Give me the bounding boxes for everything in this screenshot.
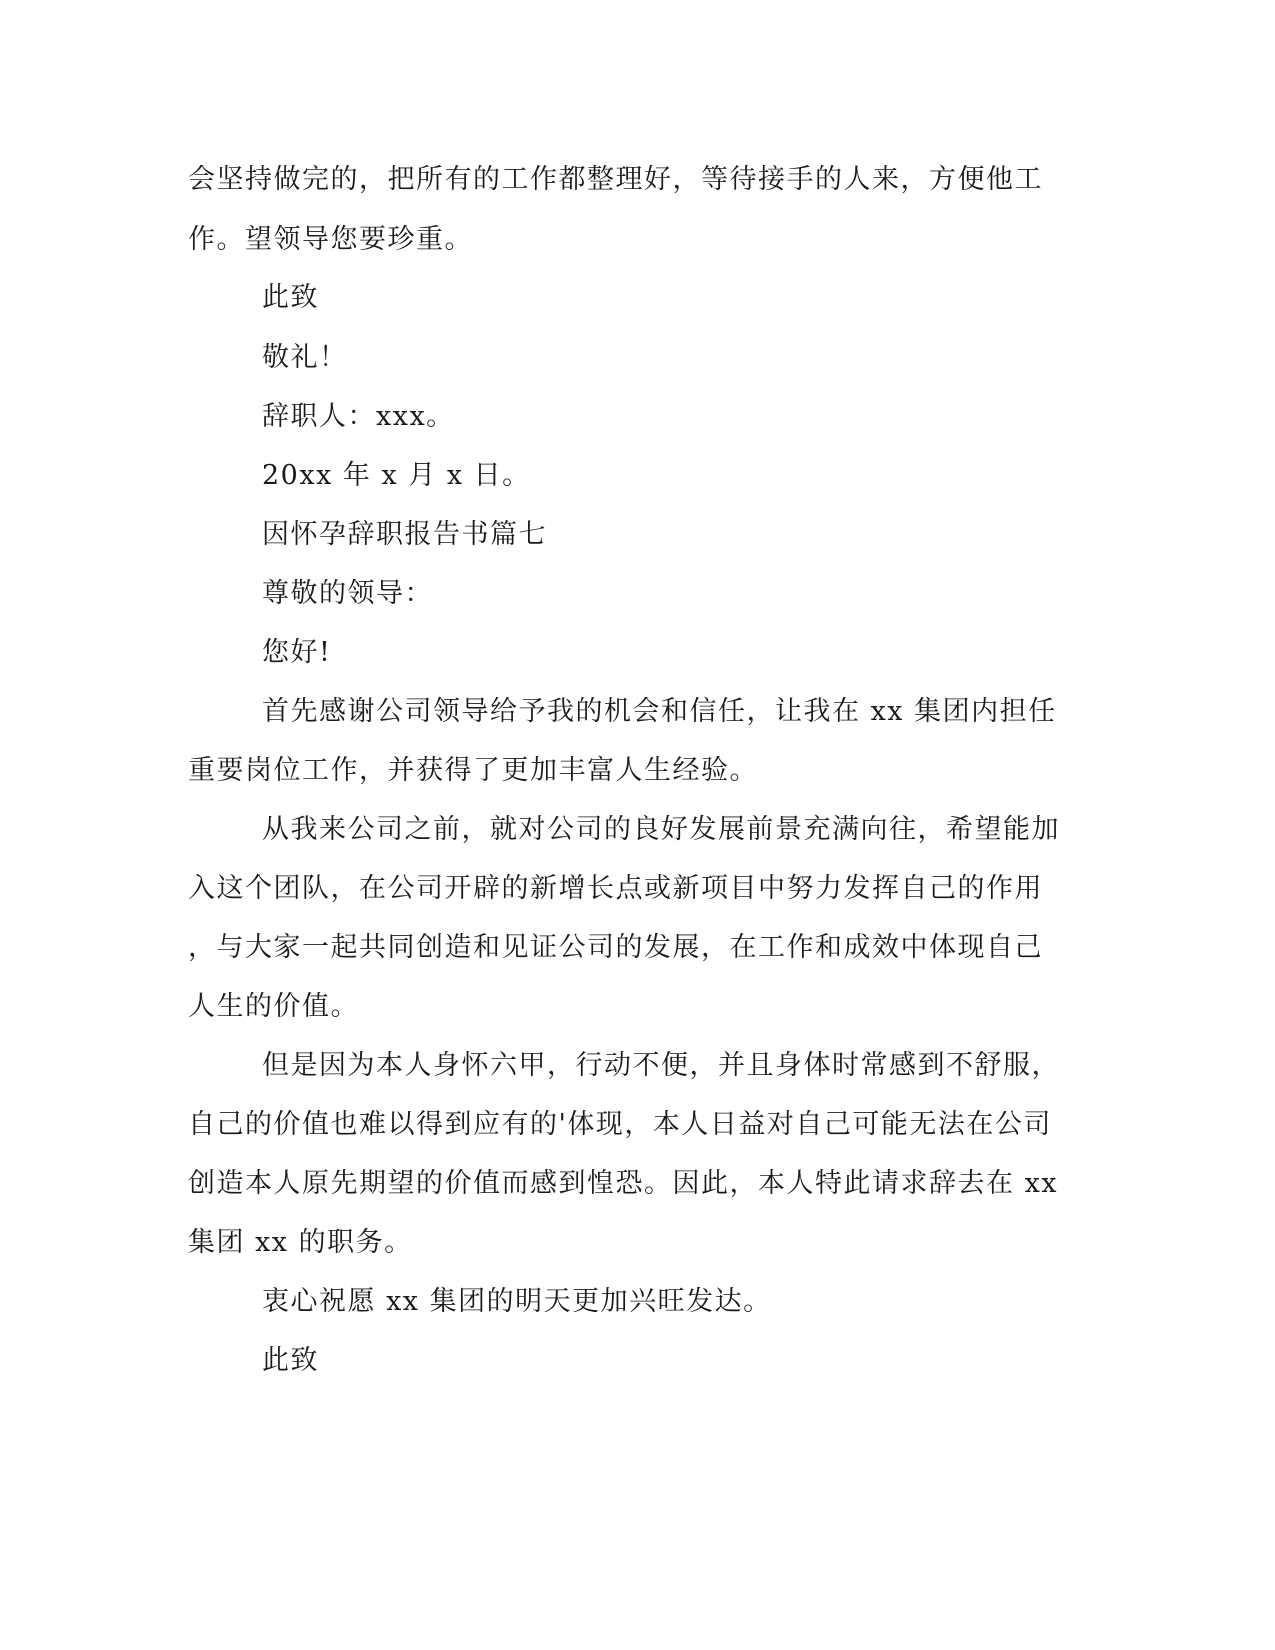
- paragraph-line: 创造本人原先期望的价值而感到惶恐。因此，本人特此请求辞去在 xx: [188, 1168, 1059, 1199]
- closing-regards: 敬礼！: [262, 342, 348, 373]
- section-title: 因怀孕辞职报告书篇七: [262, 519, 547, 550]
- paragraph-line: ，与大家一起共同创造和见证公司的发展，在工作和成效中体现自己: [188, 932, 1043, 963]
- paragraph-line: 重要岗位工作，并获得了更加丰富人生经验。: [188, 755, 758, 786]
- paragraph-line: 人生的价值。: [188, 991, 359, 1022]
- paragraph-line: 首先感谢公司领导给予我的机会和信任，让我在 xx 集团内担任: [262, 696, 1057, 727]
- signature-line: 辞职人：xxx。: [262, 401, 455, 432]
- paragraph-line: 从我来公司之前，就对公司的良好发展前景充满向往，希望能加: [262, 814, 1060, 845]
- text-line: 会坚持做完的，把所有的工作都整理好，等待接手的人来，方便他工: [188, 164, 1043, 195]
- text-line: 作。望领导您要珍重。: [188, 224, 473, 255]
- paragraph-line: 衷心祝愿 xx 集团的明天更加兴旺发达。: [262, 1286, 772, 1317]
- closing-salutation: 此致: [262, 1345, 319, 1376]
- paragraph-line: 集团 xx 的职务。: [188, 1227, 413, 1258]
- closing-salutation: 此致: [262, 282, 319, 313]
- paragraph-line: 但是因为本人身怀六甲，行动不便，并且身体时常感到不舒服，: [262, 1050, 1060, 1081]
- date-line: 20xx 年 x 月 x 日。: [262, 460, 531, 491]
- paragraph-line: 自己的价值也难以得到应有的'体现，本人日益对自己可能无法在公司: [188, 1109, 1052, 1140]
- greeting: 您好!: [262, 637, 332, 668]
- greeting-recipient: 尊敬的领导：: [262, 578, 433, 609]
- paragraph-line: 入这个团队，在公司开辟的新增长点或新项目中努力发挥自己的作用: [188, 873, 1043, 904]
